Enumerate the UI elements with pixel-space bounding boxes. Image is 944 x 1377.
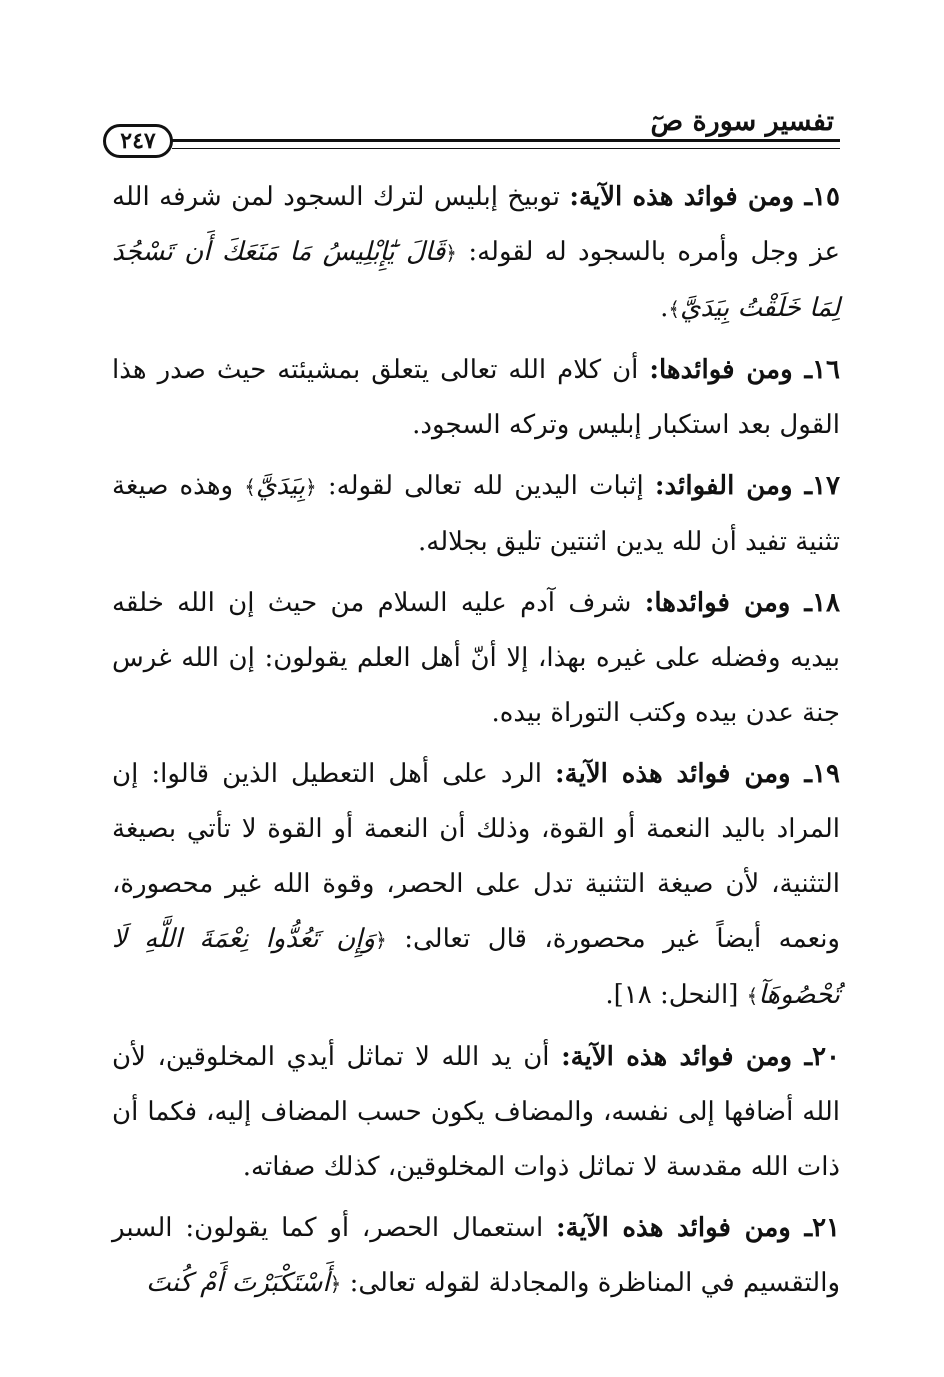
quran-quote: وَإِن تَعُدُّوا نِعْمَةَ اللَّهِ لَا تُحْصُوهَآ	[112, 924, 840, 1010]
paragraph-lead: ١٨ـ ومن فوائدها:	[644, 588, 840, 618]
paragraph-19	[112, 747, 840, 1024]
paragraph-text: الرد على أهل التعطيل الذين قالوا: إن المراد باليد النعمة أو القوة، وذلك أن النعمة أو القوة لا تأتي بصيغة التثنية، لأن صيغة التثنية تدل على الحصر، وقوة الله غير محصورة، ونعمه أيضاً غير محصورة، قال تعالى:	[112, 759, 840, 954]
paragraph-text: استعمال الحصر، أو كما يقولون: السبر والتقسيم في المناظرة والمجادلة لقوله تعالى:	[112, 1213, 840, 1298]
paragraph-after: وهذه صيغة تثنية تفيد أن لله يدين اثنتين تليق بجلاله.	[112, 471, 840, 557]
quran-quote: قَالَ يَٰٓإِبْلِيسُ مَا مَنَعَكَ أَن تَسْجُدَ لِمَا خَلَقْتُ بِيَدَيَّ	[112, 237, 840, 323]
paragraph-after: [النحل: ١٨].	[605, 980, 747, 1010]
paragraph-lead: ١٧ـ ومن الفوائد:	[654, 471, 840, 501]
paragraph-text: إثبات اليدين لله تعالى لقوله:	[316, 471, 655, 501]
paragraph-lead: ١٦ـ ومن فوائدها:	[649, 355, 840, 385]
ornate-bracket-close: ﴾	[244, 475, 256, 499]
paragraph-text: شرف آدم عليه السلام من حيث إن الله خلقه بيديه وفضله على غيره بهذا، إلا أنّ أهل العلم يقولون: إن الله غرس جنة عدن بيده وكتب التوراة بيده.	[112, 588, 840, 728]
paragraph-lead: ١٥ـ ومن فوائد هذه الآية:	[569, 182, 841, 212]
paragraph-lead: ١٩ـ ومن فوائد هذه الآية:	[555, 759, 840, 789]
header-rule	[172, 139, 840, 149]
paragraph-lead: ٢١ـ ومن فوائد هذه الآية:	[556, 1213, 840, 1243]
ornate-bracket-open: ﴿	[445, 241, 457, 265]
running-header-title: تفسير سورة صٓ	[650, 106, 834, 137]
ornate-bracket-close: ﴾	[668, 297, 681, 321]
ornate-bracket-open: ﴿	[375, 928, 387, 952]
quran-quote: أَسْتَكْبَرْتَ أَمْ كُنتَ	[146, 1268, 330, 1298]
paragraph-text: توبيخ إبليس لترك السجود لمن شرفه الله عز وجل وأمره بالسجود له لقوله:	[112, 182, 840, 267]
paragraph-text: أن يد الله لا تماثل أيدي المخلوقين، لأن الله أضافها إلى نفسه، والمضاف يكون حسب المضاف إليه، فكما أن ذات الله مقدسة لا تماثل ذوات المخلوقين، كذلك صفاته.	[112, 1042, 840, 1182]
ornate-bracket-open: ﴿	[329, 1272, 342, 1296]
ornate-bracket-close: ﴾	[746, 984, 759, 1008]
paragraph-15	[112, 170, 840, 337]
paragraph-17	[112, 459, 840, 570]
paragraph-20	[112, 1030, 840, 1195]
paragraph-18	[112, 576, 840, 741]
quran-quote: بِيَدَيَّ	[255, 471, 306, 501]
page-body	[112, 170, 840, 1318]
paragraph-21	[112, 1201, 840, 1312]
page-number: ٢٤٧	[103, 124, 173, 158]
ornate-bracket-open: ﴿	[305, 475, 317, 499]
paragraph-lead: ٢٠ـ ومن فوائد هذه الآية:	[561, 1042, 841, 1072]
paragraph-text: أن كلام الله تعالى يتعلق بمشيئته حيث صدر هذا القول بعد استكبار إبليس وتركه السجود.	[112, 355, 840, 440]
paragraph-16	[112, 343, 840, 453]
paragraph-after: .	[660, 293, 669, 323]
